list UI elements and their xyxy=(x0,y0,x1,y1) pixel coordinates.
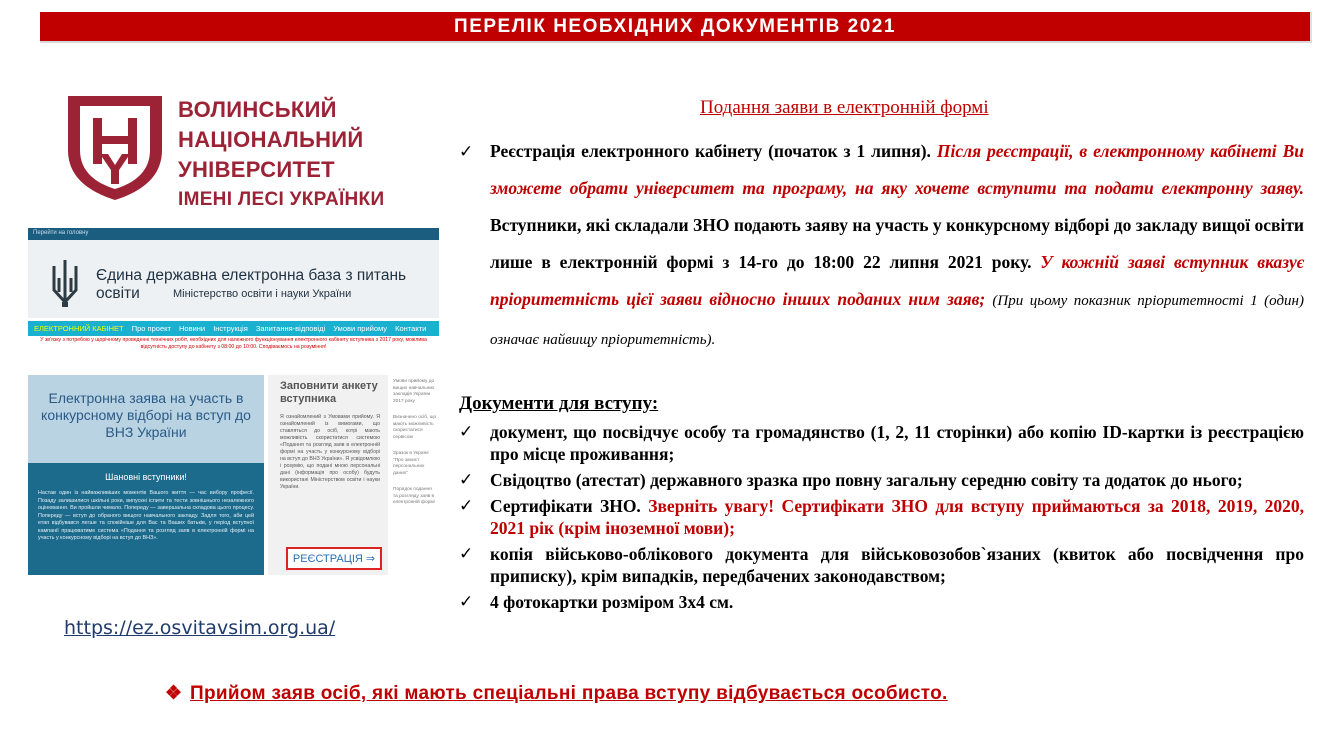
university-crest-icon xyxy=(60,92,170,202)
header-banner xyxy=(40,12,1312,43)
form-panel xyxy=(268,375,388,575)
welcome-text: Настав один із найважливіших моментів Вашого життя — час вибору професії. Позаду залишилися шкільні роки, випускні іспити та тести зовнішнього незалежного оцінювання. Ви пройшли чимало. Попереду — завершальна складова цього процесу. Попереду — вступ до обраного вищого навчального закладу. Задля того, аби цей етап відбувався легше та спокійніше для Вас та Ваших батьків, у період вступної кампанії працюватиме система «Подання та розгляд заяв в електронній формі на участь у конкурсному відборі на вступ до ВНЗ». xyxy=(38,490,254,541)
nav-item-about[interactable]: Про проект xyxy=(131,324,171,333)
university-name xyxy=(178,95,384,215)
document-item-id: документ, що посвідчує особу та громадянство (1, 2, 11 сторінки) або копію ID-картки із реєстрацією про місце проживання; xyxy=(490,422,1304,464)
side-note[interactable]: Умови прийому до вищих навчальних закладів України 2017 року xyxy=(393,379,435,404)
registration-note: Після реєстрації, в електронному кабінеті Ви зможете обрати університет та програму, на яку хочете вступити та подати електронну заяву. xyxy=(490,141,1304,198)
list-item xyxy=(459,495,1304,539)
documents-list xyxy=(459,421,1304,617)
section-title: Подання заяви в електронній формі xyxy=(700,97,989,118)
list-item xyxy=(459,591,1304,613)
zno-note: Зверніть увагу! Сертифікати ЗНО для вступу приймаються за 2018, 2019, 2020, 2021 рік (крім іноземної мови); xyxy=(490,496,1305,538)
nav-item-instruction[interactable]: Інструкція xyxy=(213,324,248,333)
register-button[interactable]: РЕЄСТРАЦІЯ ⇒ xyxy=(286,547,382,570)
welcome-panel xyxy=(28,463,264,575)
logo-line-1: ВОЛИНСЬКИЙ xyxy=(178,97,337,122)
portal-warning: У зв'язку з потребою у щорічному проведенні технічних робіт, необхідних для належного функціонування електронного кабінету вступника з 2017 року, можлива відсутність доступу до кабінету з 08:00 до 10:00. Сподіваємось на розуміння! xyxy=(40,337,427,350)
diamond-bullet-icon: ❖ xyxy=(165,683,183,704)
nav-item-news[interactable]: Новини xyxy=(179,324,206,333)
check-icon: ✓ xyxy=(459,470,474,489)
application-screenshot xyxy=(28,375,439,575)
document-item-photos: 4 фотокартки розміром 3х4 см. xyxy=(490,592,734,612)
zno-label: Сертифікати ЗНО. xyxy=(490,496,641,516)
portal-screenshot xyxy=(28,228,439,358)
nav-item-contacts[interactable]: Контакти xyxy=(395,324,427,333)
trident-icon xyxy=(50,258,80,308)
portal-nav xyxy=(28,321,439,336)
form-title: Заповнити анкету вступника xyxy=(280,380,378,405)
document-item-certificate: Свідоцтво (атестат) державного зразка про повну загальну середню совіту та додаток до нього; xyxy=(490,470,1243,490)
priority-note: У кожній заяві вступник вказує пріоритетність цієї заяви відносно інших поданих ним заяв; xyxy=(490,252,1305,309)
check-icon: ✓ xyxy=(459,592,474,611)
nav-item-cabinet[interactable]: ЕЛЕКТРОННИЙ КАБІНЕТ xyxy=(34,324,124,333)
list-item xyxy=(459,469,1304,491)
nav-item-faq[interactable]: Запитання-відповіді xyxy=(255,324,326,333)
logo-line-4: ІМЕНІ ЛЕСІ УКРАЇНКИ xyxy=(178,189,385,210)
portal-link[interactable]: https://ez.osvitavsim.org.ua/ xyxy=(64,617,336,639)
document-item-zno xyxy=(490,495,1304,539)
documents-heading: Документи для вступу: xyxy=(459,393,659,414)
portal-title: Єдина державна електронна база з питань освіти xyxy=(96,267,407,302)
side-note[interactable]: Зразок в Україні "Про захист персональних даних" xyxy=(393,451,429,476)
registration-deadline: Вступники, які складали ЗНО подають заяву на участь у конкурсному відборі до закладу вищої освіти лише в електронній формі з 14-го до 18:00 22 липня 2021 року. xyxy=(490,215,1304,272)
portal-home-link[interactable]: Перейти на головну xyxy=(28,228,439,240)
portal-header xyxy=(28,240,439,318)
footer-text: Прийом заяв осіб, які мають спеціальні права вступу відбувається особисто. xyxy=(190,683,948,704)
check-icon: ✓ xyxy=(459,142,474,161)
check-icon: ✓ xyxy=(459,544,474,563)
list-item xyxy=(459,543,1304,587)
welcome-heading: Шановні вступники! xyxy=(105,472,187,482)
application-title: Електронна заява на участь в конкурсному відборі на вступ до ВНЗ України xyxy=(28,375,264,463)
page-title: ПЕРЕЛІК НЕОБХІДНИХ ДОКУМЕНТІВ 2021 xyxy=(454,15,896,37)
list-item xyxy=(459,421,1304,465)
side-note[interactable]: Визначено осіб, що мають можливість скористатися сервісом xyxy=(393,415,437,440)
check-icon: ✓ xyxy=(459,496,474,515)
priority-explanation: (При цьому показник пріоритетності 1 (один) означає найвищу пріоритетність). xyxy=(490,293,1304,348)
side-notes xyxy=(391,375,439,575)
registration-start: Реєстрація електронного кабінету (початок з 1 липня). xyxy=(490,141,931,161)
check-icon: ✓ xyxy=(459,422,474,441)
registration-paragraph xyxy=(459,133,1304,359)
nav-item-terms[interactable]: Умови прийому xyxy=(333,324,388,333)
application-info-panel xyxy=(28,375,264,575)
document-item-military: копія військово-облікового документа для військовозобов`язаних (квиток або посвідчення про приписку), крім випадків, передбачених законодавством; xyxy=(490,544,1304,586)
portal-subtitle: Міністерство освіти і науки України xyxy=(173,288,352,300)
side-note[interactable]: Порядок подання та розгляду заяв в електронній формі xyxy=(393,487,435,505)
logo-line-2: НАЦІОНАЛЬНИЙ xyxy=(178,127,364,152)
footer-note xyxy=(165,682,948,705)
logo-line-3: УНІВЕРСИТЕТ xyxy=(178,157,335,182)
form-text: Я ознайомлений з Умовами прийому. Я ознайомлений із вимогами, що ставляться до осіб, котрі мають можливість скористатися системою «Подання та розгляд заяв в електронній формі на участь у конкурсному відборі на вступ до ВНЗ України». Я усвідомлюю і розумію, що подані мною персональні дані (інформація про особу) будуть використані Міністерством освіти і науки України. xyxy=(280,414,380,490)
